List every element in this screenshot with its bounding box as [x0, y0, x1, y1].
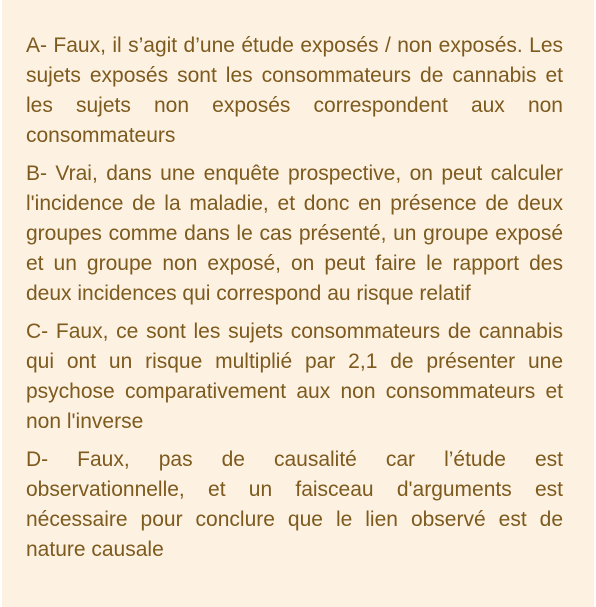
- answer-d-text: D- Faux, pas de causalité car l’étude est observationnelle, et un faisceau d'arguments est nécessaire pour conclure que le lien observé est de nature causale: [26, 448, 563, 561]
- answer-b-text: B- Vrai, dans une enquête prospective, on peut calculer l'incidence de la maladie, et donc en présence de deux groupes comme dans le cas présenté, un groupe exposé et un groupe non exposé, on peut faire le rapport des deux incidences qui correspond au risque relatif: [26, 162, 563, 305]
- answer-correction-panel: [2, 0, 594, 607]
- answer-a-text: A- Faux, il s’agit d’une étude exposés / non exposés. Les sujets exposés sont les consommateurs de cannabis et les sujets non exposés correspondent aux non consommateurs: [26, 34, 563, 147]
- answer-c-text: C- Faux, ce sont les sujets consommateurs de cannabis qui ont un risque multiplié par 2,1 de présenter une psychose comparativement aux non consommateurs et non l'inverse: [26, 320, 563, 433]
